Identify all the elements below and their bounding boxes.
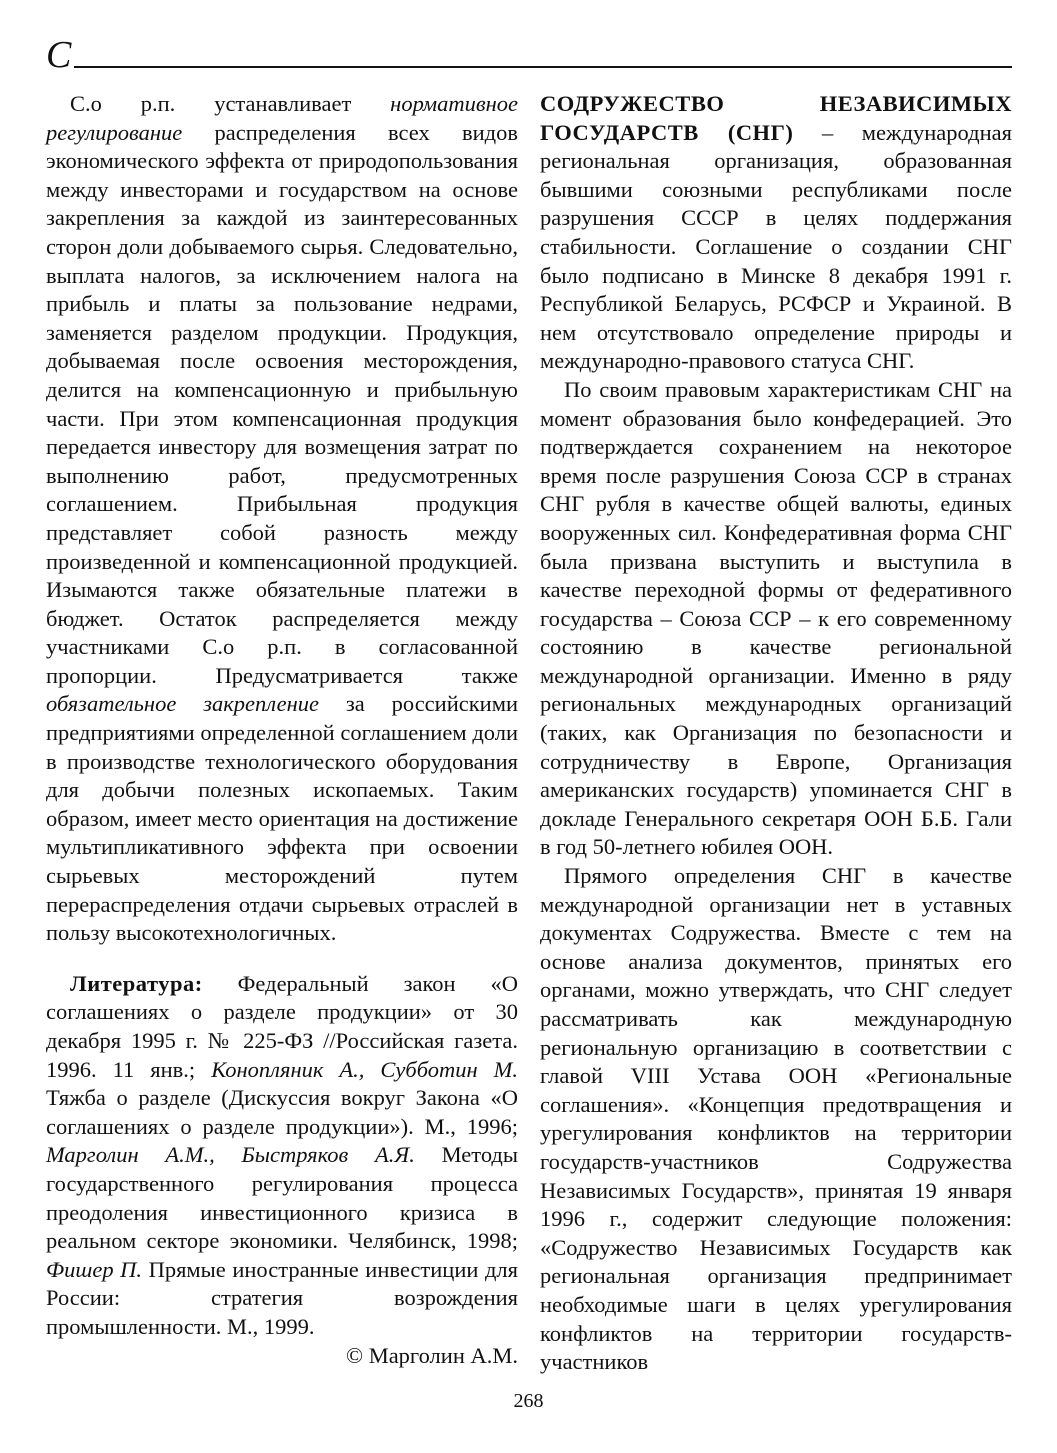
entry-definition-paragraph: [540, 90, 1012, 376]
article-paragraph: Прямого определения СНГ в качестве международной организации нет в уставных документах Содружества. Вместе с тем на основе анализа документов, принятых его органами, можно утверждать, что СНГ следует рассматривать как международную региональную организацию в соответствии с главой VIII Устава ООН «Региональные соглашения». «Концепция предотвращения и урегулирования конфликтов на территории государств-участников Содружества Независимых Государств», принятая 19 января 1996 г., содержит следующие положения: «Содружество Независимых Государств как региональная организация предпринимает необходимые шаги в целях урегулирования конфликтов на территории государств-участников: [540, 863, 1012, 1375]
article-paragraph: По своим правовым характеристикам СНГ на момент образования было конфедерацией. Это подтверждается сохранением на некоторое время после разрушения Союза ССР в странах СНГ рубля в качестве общей валюты, единых вооруженных сил. Конфедеративная форма СНГ была призвана выступить и выступила в качестве переходной формы от федеративного государства – Союза ССР – к его современному состоянию в качестве региональной международной организации. Именно в ряду региональных международных организаций (таких, как Организация по безопасности и сотрудничеству в Европе, Организация американских государств) упоминается СНГ в докладе Генерального секретаря ООН Б.Б. Гали в год 50-летнего юбилея ООН.: [540, 376, 1012, 860]
italic-term: нормативное регулирование: [46, 91, 518, 145]
italic-term: Марголин А.М., Быстряков А.Я.: [46, 1142, 415, 1168]
author-signature: © Марголин А.М.: [345, 1342, 518, 1368]
text-run: за российскими предприятиями определенной соглашением доли в производстве технологического оборудования для добычи полезных ископаемых. Таким образом, имеет место ориентация на достижение мультипликативного эффекта при освоении сырьевых месторождений путем перераспределения отдачи сырьевых отраслей в пользу высокотехнологичных.: [46, 691, 518, 946]
bold-term: СОДРУЖЕСТВО НЕЗАВИСИМЫХ ГОСУДАРСТВ (СНГ): [540, 91, 1012, 145]
text-run: Методы государственного регулирования процесса преодоления инвестиционного кризиса в реальном секторе экономики. Челябинск, 1998;: [46, 1142, 518, 1254]
text-run: – международная региональная организация, образованная бывшими союзными республиками после разрушения СССР в целях поддержания стабильности. Соглашение о создании СНГ было подписано в Минске 8 декабря 1991 г. Республикой Беларусь, РСФСР и Украиной. В нем отсутствовало определение природы и международно-правового статуса СНГ.: [540, 119, 1012, 374]
left-column: [46, 90, 518, 1370]
page-number: 268: [513, 1390, 544, 1412]
text-run: Прямые иностранные инвестиции для России: стратегия возрождения промышленности. М., 1999.: [46, 1256, 518, 1339]
text-run: С.о р.п. устанавливает: [70, 91, 391, 116]
article-paragraph: [46, 90, 518, 948]
italic-term: Фишер П.: [46, 1256, 143, 1282]
text-run: Федеральный закон «О соглашениях о разделе продукции» от 30 декабря 1995 г. № 225-ФЗ //Российская газета. 1996. 11 янв.;: [46, 970, 518, 1082]
italic-term: Конопляник А., Субботин М.: [211, 1056, 518, 1082]
section-letter: С: [46, 34, 72, 76]
right-column: [540, 90, 1012, 1377]
header-rule: [74, 66, 1012, 68]
text-run: распределения всех видов экономического эффекта от природопользования между инвесторами и государством на основе закрепления за каждой из заинтересованных сторон доли добываемого сырья. Следовательно, выплата налогов, за исключением налога на прибыль и платы за пользование недрами, заменяется разделом продукции. Продукция, добываемая после освоения месторождения, делится на компенсационную и прибыльную части. При этом компенсационная продукция передается инвестору для возмещения затрат по выполнению работ, предусмотренных соглашением. Прибыльная продукция представляет собой разность между произведенной и компенсационной продукцией. Изымаются также обязательные платежи в бюджет. Остаток распределяется между участниками С.о р.п. в согласованной пропорции. Предусматривается также: [46, 119, 518, 688]
bold-term: Литература:: [70, 970, 203, 996]
text-run: Тяжба о разделе (Дискуссия вокруг Закона «О соглашениях о разделе продукции»). М., 1996;: [46, 1085, 518, 1139]
italic-term: обязательное закрепление: [46, 691, 319, 717]
literature-paragraph: [46, 970, 518, 1342]
